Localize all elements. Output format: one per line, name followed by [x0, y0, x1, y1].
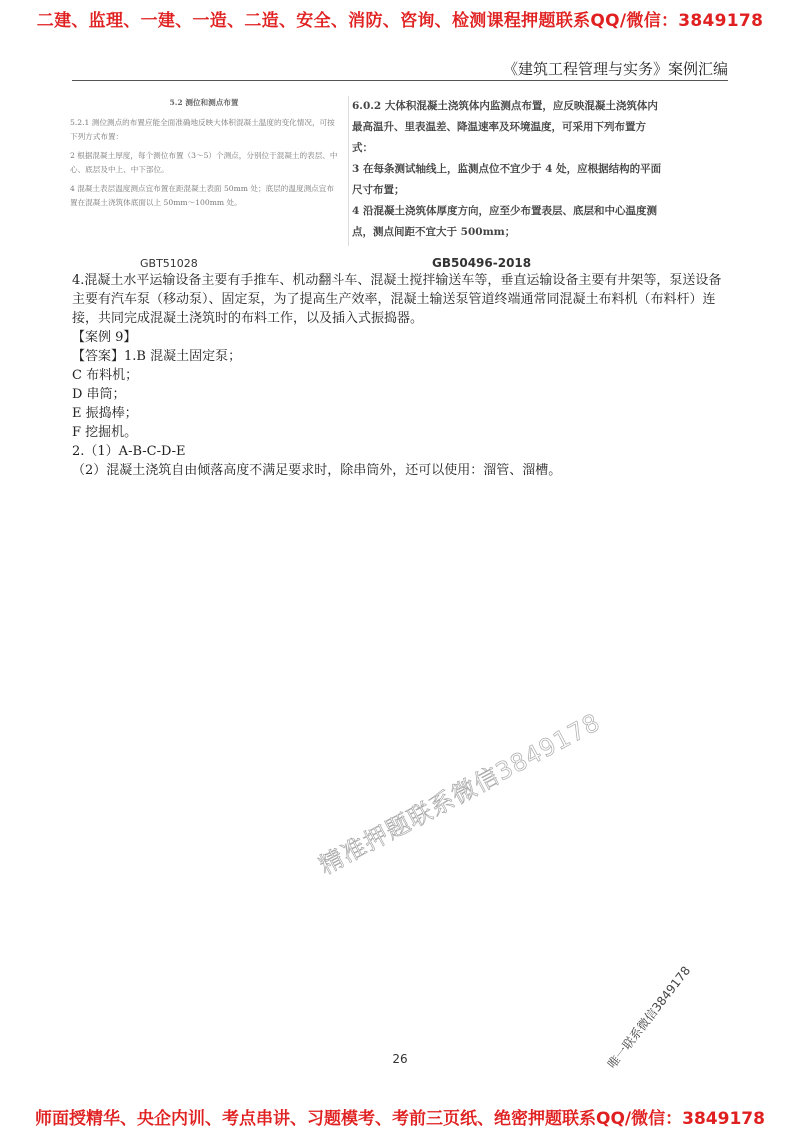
- excerpt-left-paragraph: 4 混凝土表层温度测点宜布置在距混凝土表面 50mm 处；底层的温度测点宜布置在混凝土浇筑体底面以上 50mm～100mm 处。: [70, 184, 334, 207]
- answer-line: （2）混凝土浇筑自由倾落高度不满足要求时，除串筒外，还可以使用：溜管、溜槽。: [72, 463, 562, 478]
- header-divider: [72, 80, 728, 81]
- diagonal-watermark: 精准押题联系微信3849178: [314, 707, 605, 881]
- bottom-promo-banner: 师面授精华、央企内训、考点串讲、习题模考、考前三页纸、绝密押题联系QQ/微信：3849178: [35, 1109, 765, 1129]
- excerpt-left-caption: GBT51028: [140, 257, 198, 270]
- answer-line: D 串筒；: [72, 387, 126, 402]
- answer-body: [72, 271, 732, 480]
- case-label: 【案例 9】: [72, 330, 137, 345]
- excerpt-section-heading: 5.2 测位和测点布置: [169, 98, 239, 107]
- excerpt-divider: [348, 96, 349, 246]
- standard-excerpt-figure: [70, 96, 730, 254]
- excerpt-right-column: [352, 96, 662, 243]
- excerpt-right-paragraph: 3 在每条测试轴线上，监测点位不宜少于 4 处，应根据结构的平面尺寸布置；: [352, 163, 662, 196]
- answer-line: E 振捣棒；: [72, 406, 138, 421]
- excerpt-left-paragraph: 2 根据混凝土厚度，每个测位布置（3～5）个测点，分别位于混凝土的表层、中心、底层及中上、中下部位。: [70, 151, 338, 174]
- corner-watermark: 唯一联系微信3849178: [604, 963, 694, 1072]
- answer-line: C 布料机；: [72, 368, 139, 383]
- answer-line: F 挖掘机。: [72, 425, 138, 440]
- body-paragraph: 4.混凝土水平运输设备主要有手推车、机动翻斗车、混凝土搅拌输送车等，垂直运输设备主要有井架等，泵送设备主要有汽车泵（移动泵）、固定泵，为了提高生产效率，混凝土输送泵管道终端通常同混凝土布料机（布料杆）连接，共同完成混凝土浇筑时的布料工作，以及插入式振捣器。: [72, 273, 722, 326]
- excerpt-right-paragraph: 6.0.2 大体积混凝土浇筑体内监测点布置，应反映混凝土浇筑体内最高温升、里表温差、降温速率及环境温度，可采用下列布置方式：: [352, 100, 658, 154]
- excerpt-right-paragraph: 4 沿混凝土浇筑体厚度方向，应至少布置表层、底层和中心温度测点，测点间距不宜大于 500mm；: [352, 205, 657, 238]
- top-promo-banner: 二建、监理、一建、一造、二造、安全、消防、咨询、检测课程押题联系QQ/微信：3849178: [36, 11, 764, 31]
- answer-line: 2.（1）A-B-C-D-E: [72, 444, 186, 459]
- excerpt-left-column: [70, 96, 338, 215]
- document-header-title: 《建筑工程管理与实务》案例汇编: [502, 60, 728, 78]
- excerpt-right-caption: GB50496-2018: [432, 256, 532, 270]
- answer-line: 【答案】1.B 混凝土固定泵；: [72, 349, 242, 364]
- excerpt-left-paragraph: 5.2.1 测位测点的布置应能全面准确地反映大体积混凝土温度的变化情况，可按下列方式布置：: [70, 118, 335, 141]
- page-number: 26: [392, 1052, 408, 1066]
